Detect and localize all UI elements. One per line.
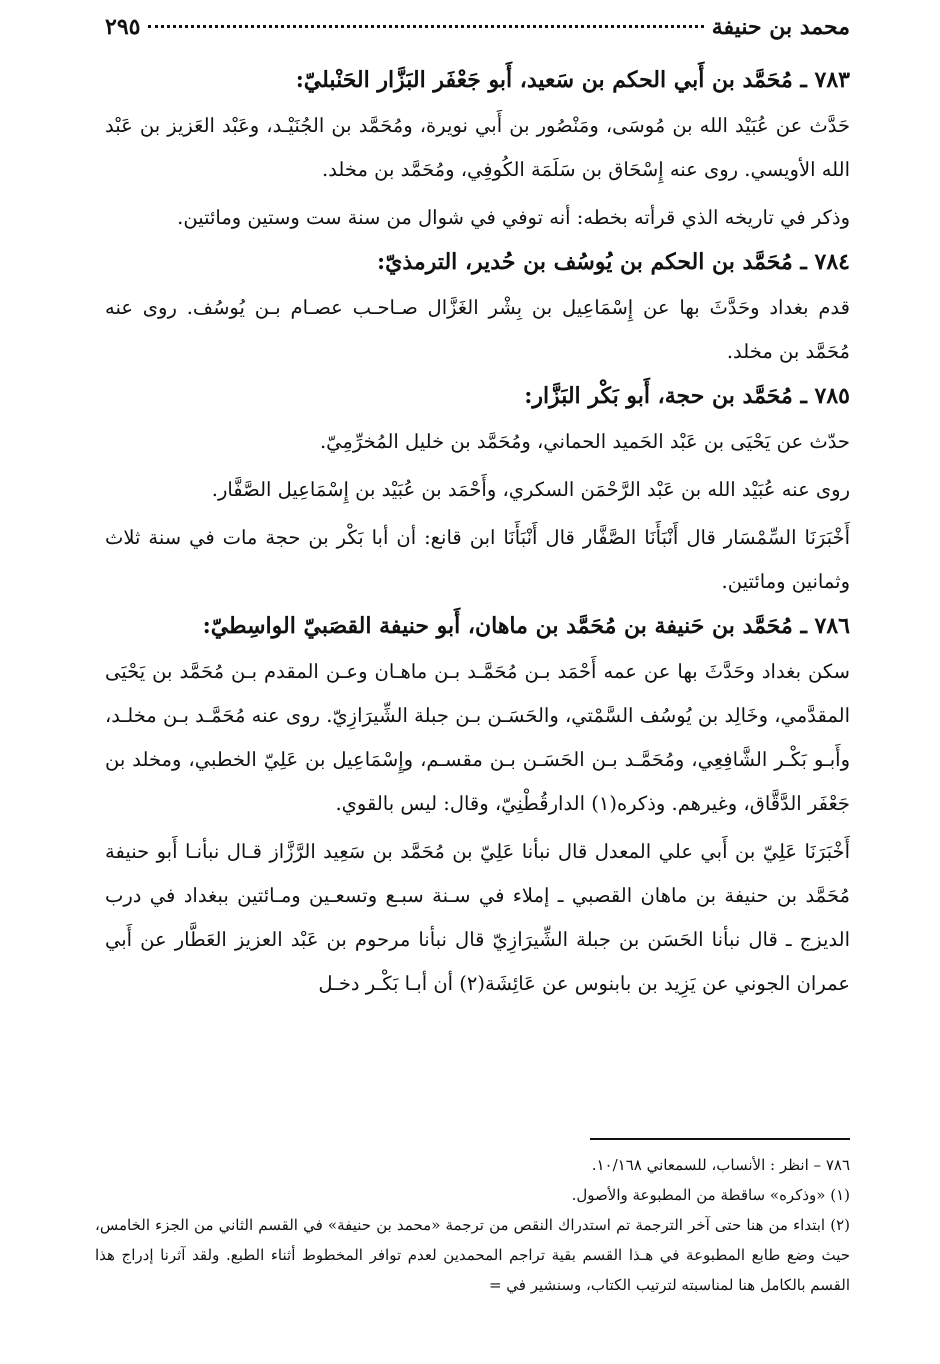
footnote-1: (١) «وذكره» ساقطة من المطبوعة والأصول. — [571, 1186, 850, 1204]
entry-785-paragraph-3: أَخْبَرَنَا السِّمْسَار قال أَنْبَأَنَا الصَّفَّار قال أَنْبَأَنَا ابن قانع: أن أبا بَكْر بن حجة مات في سنة ثلاث وثمانين ومائتين. — [105, 526, 850, 593]
entry-783-paragraph-2: وذكر في تاريخه الذي قرأته بخطه: أنه توفي في شوال من سنة ست وستين ومائتين. — [177, 206, 850, 229]
footnote-2: (٢) ابتداء من هنا حتى آخر الترجمة تم استدراك النقص من ترجمة «محمد بن حنيفة» في القسم الثاني من الجزء الخامس، حيث وضع طابع المطبوعة في هـذا القسم بقية تراجم المحمدين لعدم توافر المخطوط أثناء الطبع. ولقد آثرنا إدراج هذا القسم بالكامل هنا لمناسبته لترتيب الكتاب، وسنشير في = — [95, 1216, 850, 1294]
entry-784-paragraph-1: قدم بغداد وحَدَّثَ بها عن إِسْمَاعِيل بن بِشْر الغَزَّال صـاحـب عصـام بـن يُوسُف. روى عنه مُحَمَّد بن مخلد. — [105, 296, 850, 363]
entry-783-paragraph-1: حَدَّث عن عُبَيْد الله بن مُوسَى، ومَنْصُور بن أَبي نويرة، ومُحَمَّد بن الجُنَيْـد، وعَبْد العَزيز بن عَبْد الله الأويسي. روى عنه إِسْحَاق بن سَلَمَة الكُوفِي، ومُحَمَّد بن مخلد. — [105, 114, 850, 181]
entry-title-783: ٧٨٣ ـ مُحَمَّد بن أَبي الحكم بن سَعيد، أَبو جَعْفَر البَزَّار الحَنْبليّ: — [295, 67, 850, 93]
dotted-leader — [148, 25, 703, 28]
entry-786-paragraph-1: سكن بغداد وحَدَّثَ بها عن عمه أَحْمَد بـن مُحَمَّـد بـن ماهـان وعـن المقدم بـن مُحَمَّد بن يَحْيَى المقدَّمي، وخَالِد بن يُوسُف السَّمْتي، والحَسَـن بـن جبلة الشِّيرَازِيّ. روى عنه مُحَمَّـد بـن مخلـد، وأَبـو بَكْـر الشَّافِعِي، ومُحَمَّـد بـن الحَسَـن بـن مقسـم، وإِسْمَاعِيل بن عَلِيّ الخطبي، ومخلد بن جَعْفَر الدَّقَّاق، وغيرهم. وذكره(١) الدارقُطْنِيّ، وقال: ليس بالقوي. — [105, 660, 850, 815]
entry-title-784: ٧٨٤ ـ مُحَمَّد بن الحكم بن يُوسُف بن حُدير، الترمذيّ: — [377, 249, 850, 275]
entry-786-paragraph-2: أَخْبَرَنَا عَلِيّ بن أَبي علي المعدل قال نبأنا عَلِيّ بن مُحَمَّد بن سَعِيد الرَّزَّاز قـال نبأنـا أَبو حنيفة مُحَمَّد بن حنيفة بن ماهان القصبي ـ إملاء في سـنة سبـع وتسعـين ومـائتين ببغداد في درب الديزج ـ قال نبأنا الحَسَن بن جبلة الشِّيرَازِيّ قال نبأنا مرحوم بن عَبْد العزيز العَطَّار عن أَبي عمران الجوني عن يَزِيد بن بابنوس عن عَائِشَة(٢) أن أبـا بَكْـر دخـل — [105, 840, 850, 995]
footnotes-section — [95, 1138, 850, 1300]
entry-title-785: ٧٨٥ ـ مُحَمَّد بن حجة، أَبو بَكْر البَزَّار: — [524, 383, 850, 409]
entry-title-786: ٧٨٦ ـ مُحَمَّد بن حَنيفة بن مُحَمَّد بن ماهان، أَبو حنيفة القصَبيّ الواسِطيّ: — [202, 613, 850, 639]
entry-785-paragraph-2: روى عنه عُبَيْد الله بن عَبْد الرَّحْمَن السكري، وأَحْمَد بن عُبَيْد بن إِسْمَاعِيل الصَّفَّار. — [211, 478, 850, 501]
running-title: محمد بن حنيفة — [711, 14, 850, 40]
page-number: ٢٩٥ — [105, 14, 141, 40]
footnote-source: ٧٨٦ – انظر : الأنساب، للسمعاني ١٠/١٦٨. — [591, 1156, 850, 1174]
page-header — [105, 14, 850, 58]
entry-785-paragraph-1: حدّث عن يَحْيَى بن عَبْد الحَميد الحماني، ومُحَمَّد بن خليل المُخرِّمِيّ. — [319, 430, 850, 453]
footnote-separator — [590, 1138, 850, 1140]
